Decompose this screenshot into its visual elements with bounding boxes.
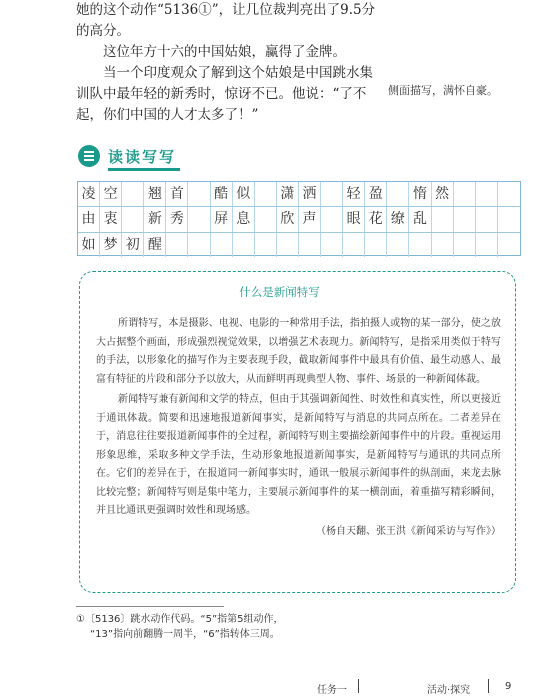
grid-cell: 缭: [387, 207, 409, 231]
grid-cell: [498, 207, 520, 231]
grid-cell: 初: [122, 233, 144, 257]
grid-cell: 首: [166, 182, 188, 206]
grid-cell: 然: [432, 182, 454, 206]
grid-cell: [476, 233, 498, 257]
grid-cell: 花: [365, 207, 387, 231]
grid-cell: [188, 182, 210, 206]
grid-cell: [365, 233, 387, 257]
paragraph-1: 她的这个动作“5136①”，让几位裁判亮出了9.5分的高分。: [76, 2, 376, 39]
info-box-title: 什么是新闻特写: [239, 285, 320, 299]
grid-cell: 声: [299, 207, 321, 231]
footnote: [76, 612, 376, 642]
grid-cell: 衷: [100, 207, 122, 231]
word-grid: [77, 181, 521, 256]
grid-cell: 欣: [277, 207, 299, 231]
grid-cell: [432, 233, 454, 257]
grid-cell: [166, 233, 188, 257]
grid-cell: [387, 182, 409, 206]
grid-row: [78, 207, 520, 232]
grid-cell: [387, 233, 409, 257]
grid-cell: [454, 233, 476, 257]
info-paragraph-1: 所谓特写，本是摄影、电视、电影的一种常用手法，指拍摄人或物的某一部分，使之放大占据整个画面，形成强烈视觉效果，以增强艺术表现力。新闻特写，是指采用类似于特写的手法，以形象化的描写作为主要表现手段，截取新闻事件中最具有价值、最生动感人、最富有特征的片段和部分予以放大，从而鲜明再现典型人物、事件、场景的一种新闻体裁。: [96, 318, 501, 385]
grid-cell: 秀: [166, 207, 188, 231]
grid-cell: 屏: [211, 207, 233, 231]
grid-cell: 洒: [299, 182, 321, 206]
grid-cell: [454, 182, 476, 206]
grid-cell: 似: [233, 182, 255, 206]
grid-cell: 空: [100, 182, 122, 206]
page-number: 9: [505, 681, 512, 692]
info-source: （杨自天翻、张王洪《新闻采访与写作》）: [316, 525, 501, 537]
grid-cell: [343, 233, 365, 257]
grid-cell: [188, 207, 210, 231]
grid-cell: [211, 233, 233, 257]
grid-cell: [476, 182, 498, 206]
grid-cell: 酷: [211, 182, 233, 206]
side-note: 侧面描写，满怀自豪。: [388, 84, 498, 97]
section-heading: [78, 145, 176, 167]
grid-cell: [432, 207, 454, 231]
footnote-divider: [76, 606, 224, 607]
grid-cell: 凌: [78, 182, 100, 206]
info-box-body: [96, 315, 501, 543]
grid-cell: [255, 233, 277, 257]
grid-cell: [498, 182, 520, 206]
grid-cell: [498, 233, 520, 257]
grid-cell: 惰: [409, 182, 431, 206]
main-text: [76, 0, 386, 126]
grid-cell: 轻: [343, 182, 365, 206]
footnote-line-2: “13”指向前翻腾一周半，“6”指转体三周。: [90, 629, 280, 640]
info-paragraph-2: 新闻特写兼有新闻和文学的特点，但由于其强调新闻性、时效性和真实性，所以更接近于通讯体裁。简要和迅速地报道新闻事实，是新闻特写与消息的共同点所在。二者差异在于，消息往往要报道新闻事件的全过程，新闻特写则主要描绘新闻事件中的片段。重视运用形象思维，采取多种文学手法，生动形象地报道新闻事实，是新闻特写与通讯的共同点所在。它们的差异在于，在报道同一新闻事实时，通讯一般展示新闻事件的纵剖面，来龙去脉比较完整；新闻特写则是集中笔力，主要展示新闻事件的某一横剖面，着重描写精彩瞬间，并且比通讯更强调时效性和现场感。: [96, 394, 501, 516]
grid-row: [78, 233, 520, 257]
section-underline: [108, 168, 180, 171]
section-title: 读读写写: [108, 147, 177, 166]
grid-cell: 醒: [144, 233, 166, 257]
grid-cell: [122, 207, 144, 231]
grid-cell: 新: [144, 207, 166, 231]
footnote-line-1: ①〔5136〕跳水动作代码。“5”指第5组动作，: [76, 614, 284, 625]
grid-cell: 盈: [365, 182, 387, 206]
grid-cell: [255, 207, 277, 231]
grid-cell: [122, 182, 144, 206]
grid-cell: [255, 182, 277, 206]
grid-cell: [321, 207, 343, 231]
grid-cell: 息: [233, 207, 255, 231]
paragraph-2: 这位年方十六的中国姑娘，赢得了金牌。: [103, 44, 346, 60]
footer-divider-2: [488, 679, 489, 693]
grid-cell: [409, 233, 431, 257]
footer-task: 任务一: [317, 685, 347, 696]
grid-cell: 乱: [409, 207, 431, 231]
footer-divider-1: [358, 679, 359, 693]
grid-cell: [277, 233, 299, 257]
grid-row: [78, 182, 520, 207]
grid-cell: [233, 233, 255, 257]
paragraph-3: 当一个印度观众了解到这个姑娘是中国跳水集训队中最年轻的新秀时，惊讶不已。他说：“了不起，你们中国的人才太多了！”: [76, 65, 373, 123]
footer-activity: 活动·探究: [427, 685, 471, 696]
grid-cell: 眼: [343, 207, 365, 231]
grid-cell: 由: [78, 207, 100, 231]
grid-cell: 翘: [144, 182, 166, 206]
grid-cell: 梦: [100, 233, 122, 257]
grid-cell: [454, 207, 476, 231]
grid-cell: [188, 233, 210, 257]
grid-cell: [476, 207, 498, 231]
grid-cell: 如: [78, 233, 100, 257]
grid-cell: [321, 182, 343, 206]
grid-cell: [299, 233, 321, 257]
grid-cell: [321, 233, 343, 257]
list-icon: [78, 145, 100, 167]
grid-cell: 潇: [277, 182, 299, 206]
